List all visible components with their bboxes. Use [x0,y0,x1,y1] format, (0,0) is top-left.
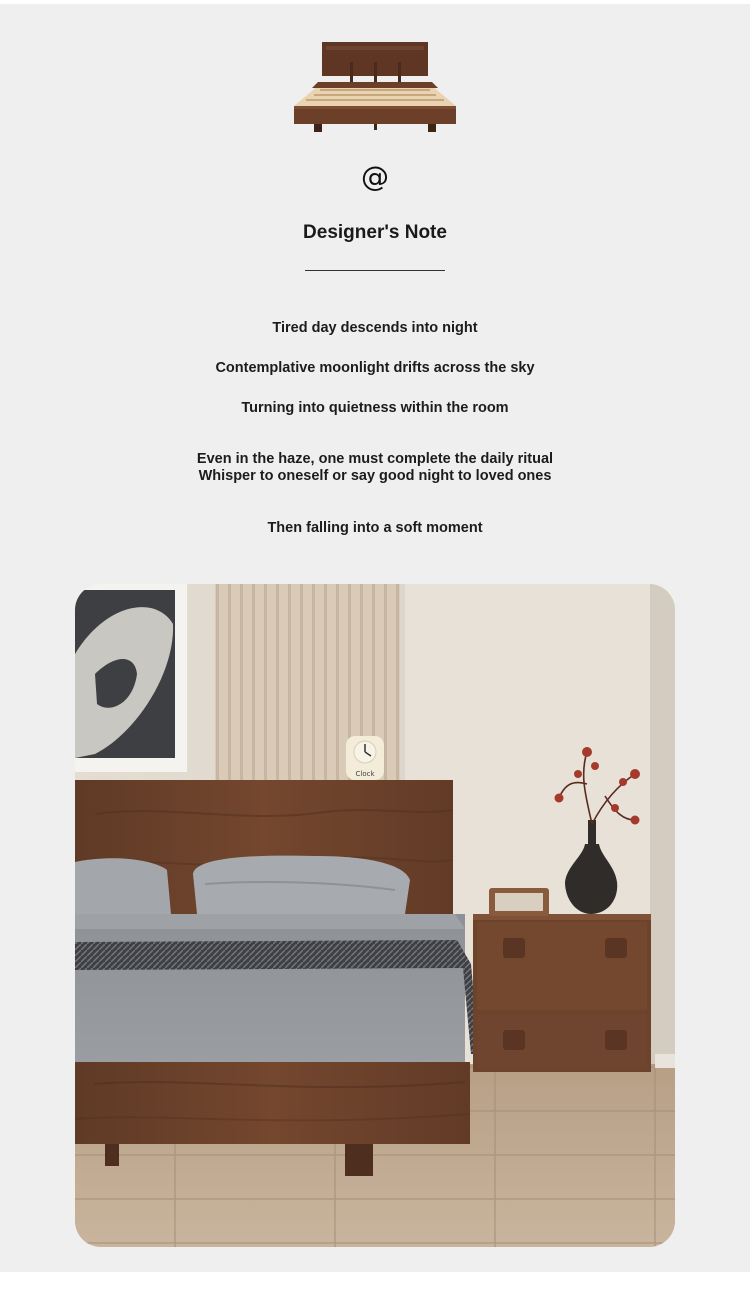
at-symbol: @ [361,160,389,193]
poem-line: Turning into quietness within the room [241,400,509,416]
poem-line: Tired day descends into night [272,320,478,336]
product-detail-page [0,4,750,1272]
bedroom-scene-image [75,584,675,1247]
bed-frame-icon [290,42,460,134]
poem-line: Even in the haze, one must complete the daily ritual [196,451,554,467]
section-title: Designer's Note [303,222,447,243]
poem-line: Whisper to oneself or say good night to loved ones [198,468,552,484]
poem-line: Contemplative moonlight drifts across the sky [215,360,535,376]
poem-line: Then falling into a soft moment [267,520,483,536]
title-divider [305,270,445,271]
clock-label: Clock [355,770,375,778]
